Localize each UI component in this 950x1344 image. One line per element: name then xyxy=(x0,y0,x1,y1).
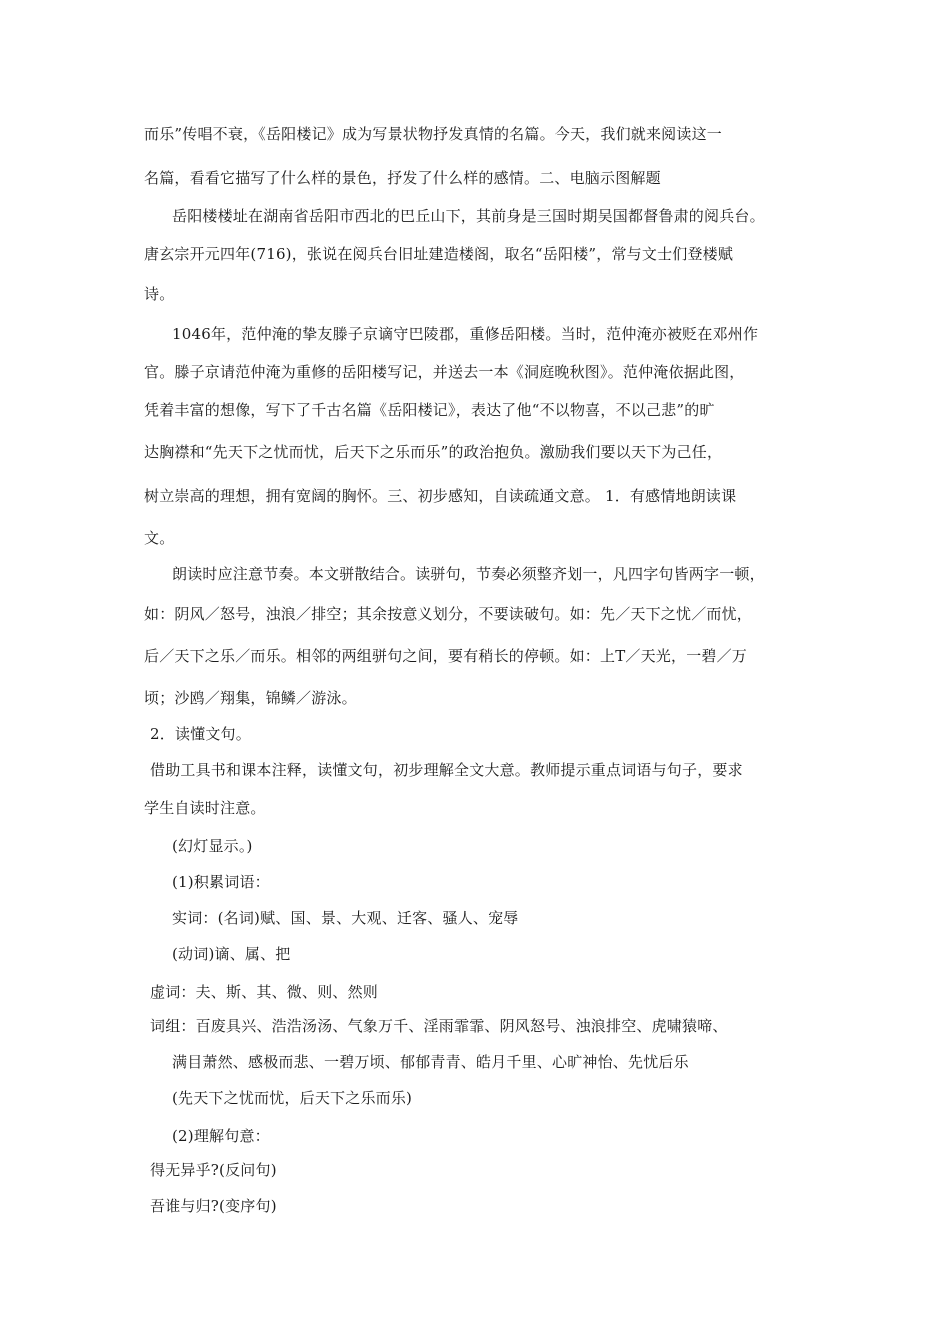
text-line: 朗读时应注意节奏。本文骈散结合。读骈句，节奏必须整齐划一，凡四字句皆两字一顿， xyxy=(172,565,765,583)
text-line: 而乐”传唱不衰，《岳阳楼记》成为写景状物抒发真情的名篇。今天，我们就来阅读这一 xyxy=(144,125,722,143)
text-line: 岳阳楼楼址在湖南省岳阳市西北的巴丘山下，其前身是三国时期吴国都督鲁肃的阅兵台。 xyxy=(172,207,765,225)
text-line: 官。滕子京请范仲淹为重修的岳阳楼写记，并送去一本《洞庭晚秋图》。范仲淹依据此图， xyxy=(144,363,745,381)
text-line: 文。 xyxy=(144,529,175,547)
text-line: 实词：(名词)赋、国、景、大观、迁客、骚人、宠辱 xyxy=(172,909,519,927)
text-line: 2．读懂文句。 xyxy=(150,725,251,743)
text-line: 满目萧然、感极而悲、一碧万顷、郁郁青青、皓月千里、心旷神怡、先忧后乐 xyxy=(172,1053,689,1071)
text-line: (动词)谪、属、把 xyxy=(172,945,291,963)
text-line: 后／天下之乐／而乐。相邻的两组骈句之间，要有稍长的停顿。如：上T／天光，一碧／万 xyxy=(144,647,748,665)
text-line: 达胸襟和“先天下之忧而忧，后天下之乐而乐”的政治抱负。激励我们要以天下为己任， xyxy=(144,443,723,461)
text-line: 树立崇高的理想，拥有宽阔的胸怀。三、初步感知，自读疏通文意。 1．有感情地朗读课 xyxy=(144,487,737,505)
text-line: 借助工具书和课本注释，读懂文句，初步理解全文大意。教师提示重点词语与句子，要求 xyxy=(150,761,743,779)
text-line: 诗。 xyxy=(144,285,175,303)
text-line: 如：阴风／怒号，浊浪／排空；其余按意义划分，不要读破句。如：先／天下之忧／而忧， xyxy=(144,605,753,623)
text-line: 吾谁与归?(变序句) xyxy=(150,1197,277,1215)
text-line: 1046年，范仲淹的挚友滕子京谪守巴陵郡，重修岳阳楼。当时，范仲淹亦被贬在邓州作 xyxy=(172,325,759,343)
text-line: 词组：百废具兴、浩浩汤汤、气象万千、淫雨霏霏、阴风怒号、浊浪排空、虎啸猿啼、 xyxy=(150,1017,728,1035)
text-line: 学生自读时注意。 xyxy=(144,799,266,817)
text-line: 得无异乎?(反问句) xyxy=(150,1161,277,1179)
text-line: (幻灯显示。) xyxy=(172,837,253,855)
text-line: (2)理解句意： xyxy=(172,1127,270,1145)
text-line: 虚词：夫、斯、其、微、则、然则 xyxy=(150,983,379,1001)
text-line: 名篇，看看它描写了什么样的景色，抒发了什么样的感情。二、电脑示图解题 xyxy=(144,169,661,187)
text-line: 唐玄宗开元四年(716)，张说在阅兵台旧址建造楼阁，取名“岳阳楼”，常与文士们登楼赋 xyxy=(144,245,734,263)
text-line: 顷；沙鸥／翔集，锦鳞／游泳。 xyxy=(144,689,357,707)
text-line: (1)积累词语： xyxy=(172,873,270,891)
text-line: (先天下之忧而忧，后天下之乐而乐) xyxy=(172,1089,413,1107)
text-line: 凭着丰富的想像，写下了千古名篇《岳阳楼记》，表达了他“不以物喜，不以己悲”的旷 xyxy=(144,401,715,419)
